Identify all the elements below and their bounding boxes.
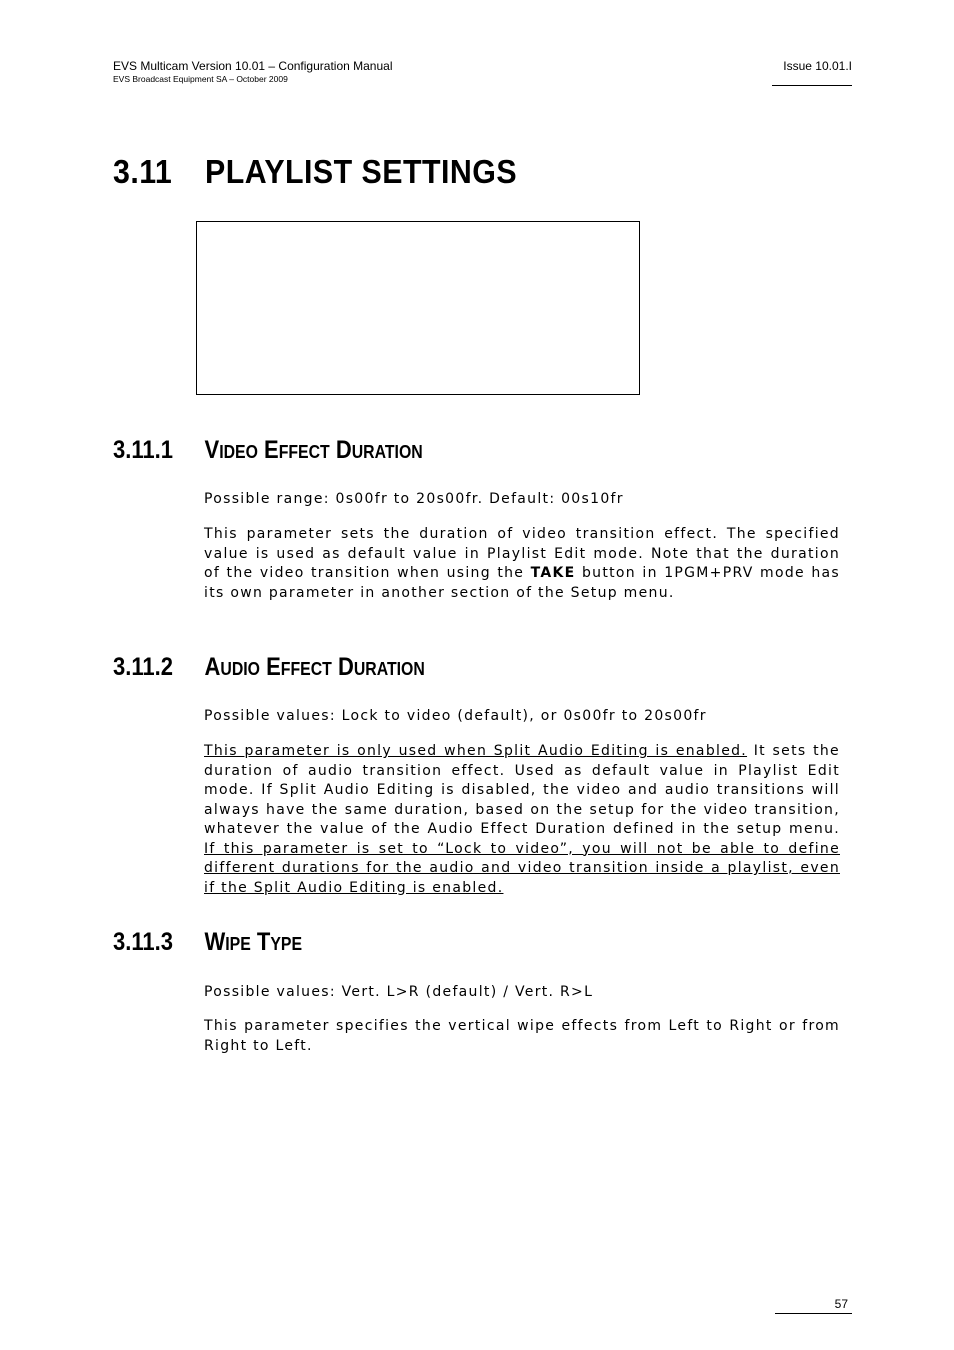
underlined-note: If this parameter is set to “Lock to video”, you will not be able to define different durations for the audio and video transition inside a playlist, even if the Split Audio Editing is enabled.: [204, 840, 840, 896]
screenshot-placeholder: [196, 221, 640, 395]
issue-label: Issue 10.01.I: [783, 59, 852, 73]
document-subtitle: EVS Broadcast Equipment SA – October 2009: [113, 74, 288, 84]
header-rule: [772, 85, 852, 86]
subsection-title: Video Effect Duration: [204, 436, 423, 464]
section-heading: [113, 150, 517, 194]
description-text: This parameter sets the duration of video transition effect. The specified value is used as default value in Playlist Edit mode. Note that the duration of the video transition when using the: [204, 526, 840, 581]
footer-rule: [775, 1313, 852, 1314]
document-title: EVS Multicam Version 10.01 – Configuration Manual: [113, 59, 393, 73]
wipe-type-description: This parameter specifies the vertical wipe effects from Left to Right or from Right to Left.: [204, 1018, 840, 1054]
take-button-label: TAKE: [530, 565, 576, 581]
video-effect-description: [204, 525, 840, 603]
wipe-type-range: Possible values: Vert. L>R (default) / Vert. R>L: [204, 984, 594, 1000]
subsection-number: 3.11.2: [113, 653, 173, 681]
section-title: PLAYLIST SETTINGS: [205, 153, 518, 190]
subsection-number: 3.11.3: [113, 928, 173, 956]
audio-effect-description: [204, 742, 840, 898]
subsection-title: Wipe Type: [204, 928, 303, 956]
description-text: button in 1PGM+PRV mode has its own parameter in another section of the Setup menu.: [204, 565, 840, 601]
subsection-number: 3.11.1: [113, 436, 173, 464]
subsection-title: Audio Effect Duration: [204, 653, 425, 681]
audio-effect-range: Possible values: Lock to video (default), or 0s00fr to 20s00fr: [204, 708, 707, 724]
section-number: 3.11: [113, 153, 173, 190]
description-text: It sets the duration of audio transition effect. Used as default value in Playlist Edit mode. If Split Audio Editing is disabled, the video and audio transitions will always have the same duration, based on the setup for the video transition, whatever the value of the Audio Effect Duration defined in the setup menu.: [204, 743, 840, 837]
header-left: [113, 59, 393, 85]
page-number: 57: [834, 1297, 848, 1311]
video-effect-range: Possible range: 0s00fr to 20s00fr. Default: 00s10fr: [204, 491, 624, 507]
underlined-note: This parameter is only used when Split Audio Editing is enabled.: [204, 743, 748, 759]
subsection-heading-video-effect: [113, 434, 423, 466]
subsection-heading-audio-effect: [113, 651, 425, 683]
subsection-heading-wipe-type: [113, 926, 302, 958]
